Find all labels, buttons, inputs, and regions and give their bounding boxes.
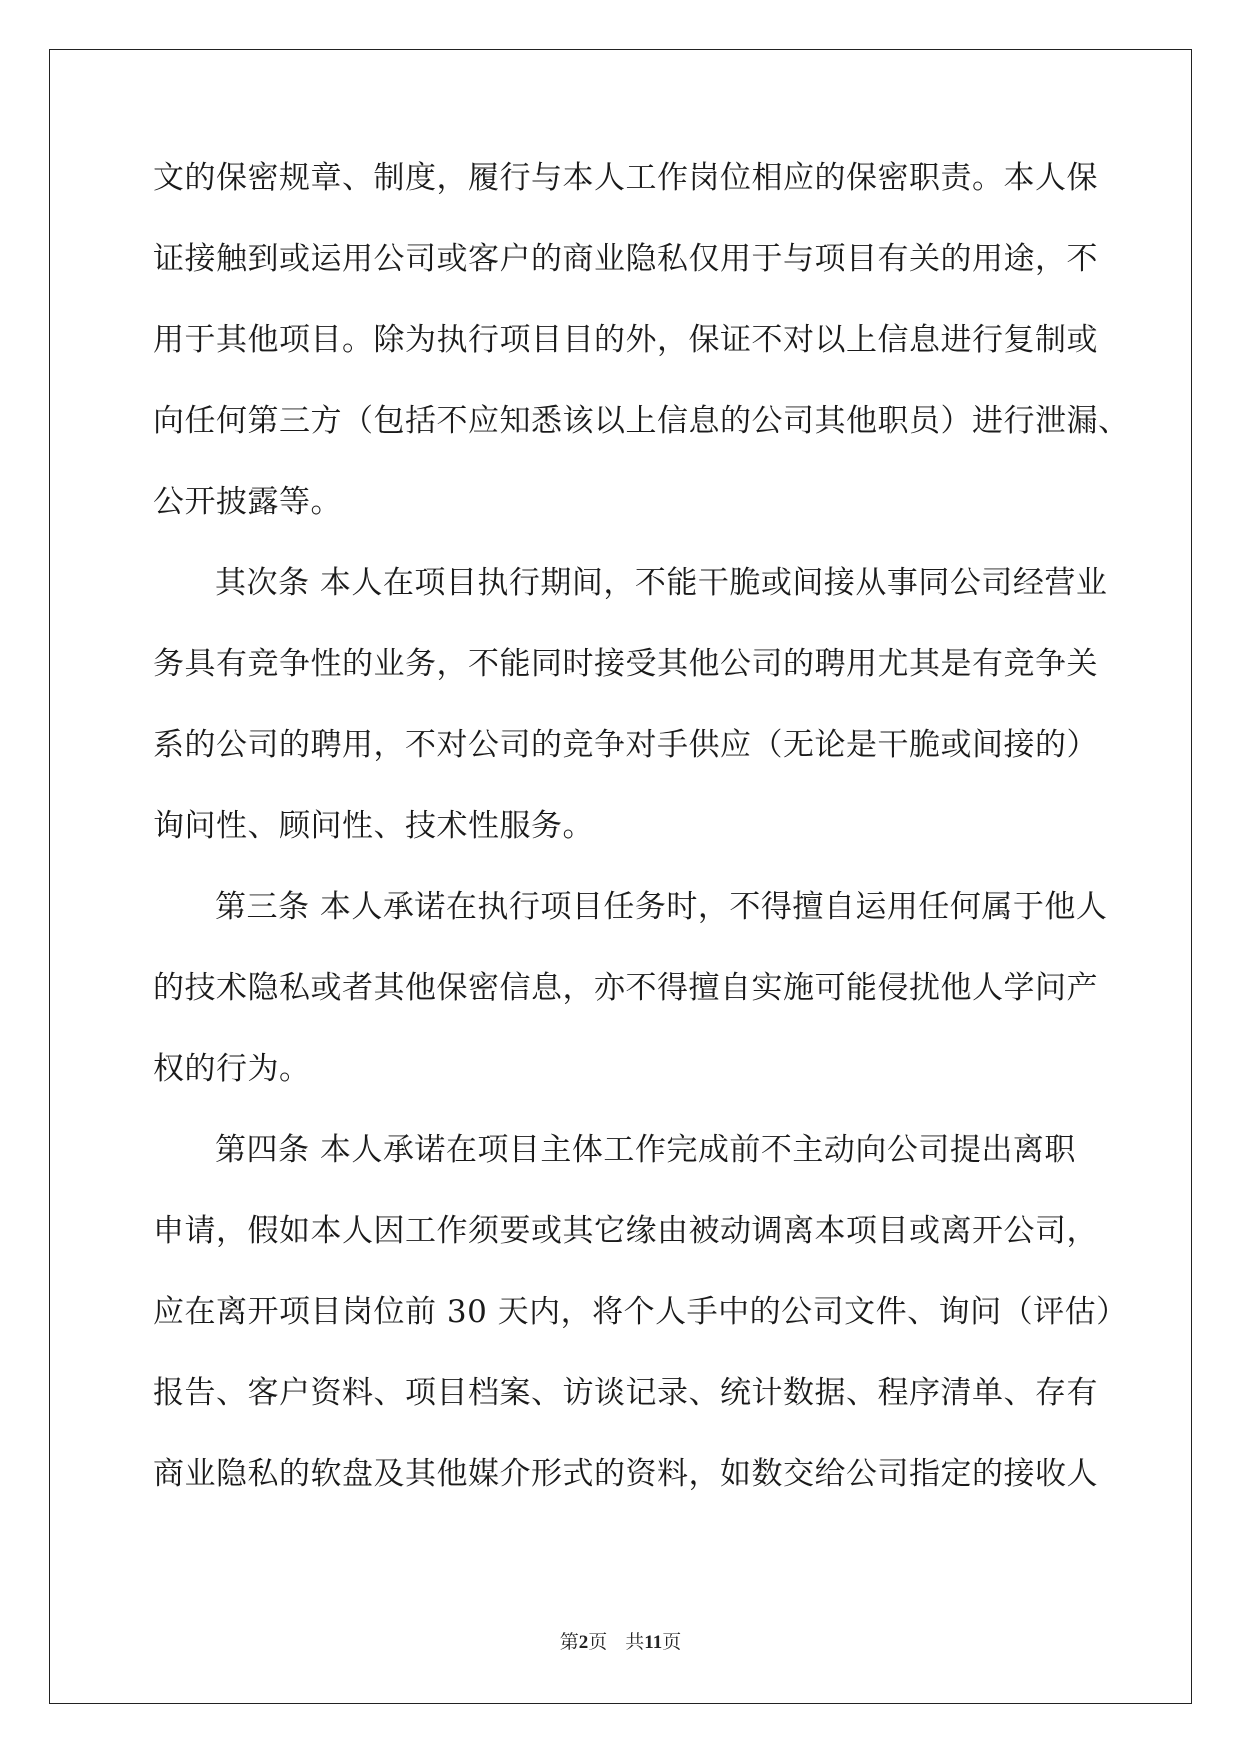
page-label-suffix: 页 [588, 1632, 608, 1653]
text-line-17: 商业隐私的软盘及其他媒介形式的资料，如数交给公司指定的接收人 [153, 1456, 1098, 1492]
total-pages: 11 [644, 1632, 663, 1653]
text-line-15: 应在离开项目岗位前 30 天内，将个人手中的公司文件、询问（评估） [153, 1294, 1128, 1330]
text-line-14: 申请，假如本人因工作须要或其它缘由被动调离本项目或离开公司， [153, 1213, 1098, 1249]
page-number: 2 [578, 1632, 589, 1653]
document-body [153, 160, 1130, 1537]
text-line-10: 第三条 本人承诺在执行项目任务时，不得擅自运用任何属于他人 [215, 889, 1108, 925]
text-line-3: 用于其他项目。除为执行项目目的外，保证不对以上信息进行复制或 [153, 322, 1098, 358]
total-label-suffix: 页 [662, 1632, 682, 1653]
text-line-16: 报告、客户资料、项目档案、访谈记录、统计数据、程序清单、存有 [153, 1375, 1098, 1411]
text-line-13: 第四条 本人承诺在项目主体工作完成前不主动向公司提出离职 [215, 1132, 1076, 1168]
text-line-4: 向任何第三方（包括不应知悉该以上信息的公司其他职员）进行泄漏、 [153, 403, 1130, 439]
text-line-2: 证接触到或运用公司或客户的商业隐私仅用于与项目有关的用途，不 [153, 241, 1098, 277]
text-line-8: 系的公司的聘用，不对公司的竞争对手供应（无论是干脆或间接的） [153, 727, 1098, 763]
text-line-6: 其次条 本人在项目执行期间，不能干脆或间接从事同公司经营业 [215, 565, 1108, 601]
text-line-7: 务具有竞争性的业务，不能同时接受其他公司的聘用尤其是有竞争关 [153, 646, 1098, 682]
text-line-12: 权的行为。 [153, 1051, 311, 1087]
text-line-1: 文的保密规章、制度，履行与本人工作岗位相应的保密职责。本人保 [153, 160, 1098, 196]
page-footer [0, 1627, 1241, 1654]
total-label-prefix: 共 [625, 1632, 645, 1653]
text-line-9: 询问性、顾问性、技术性服务。 [153, 808, 594, 844]
page-label-prefix: 第 [559, 1632, 579, 1653]
text-line-11: 的技术隐私或者其他保密信息，亦不得擅自实施可能侵扰他人学问产 [153, 970, 1098, 1006]
text-line-5: 公开披露等。 [153, 484, 342, 520]
